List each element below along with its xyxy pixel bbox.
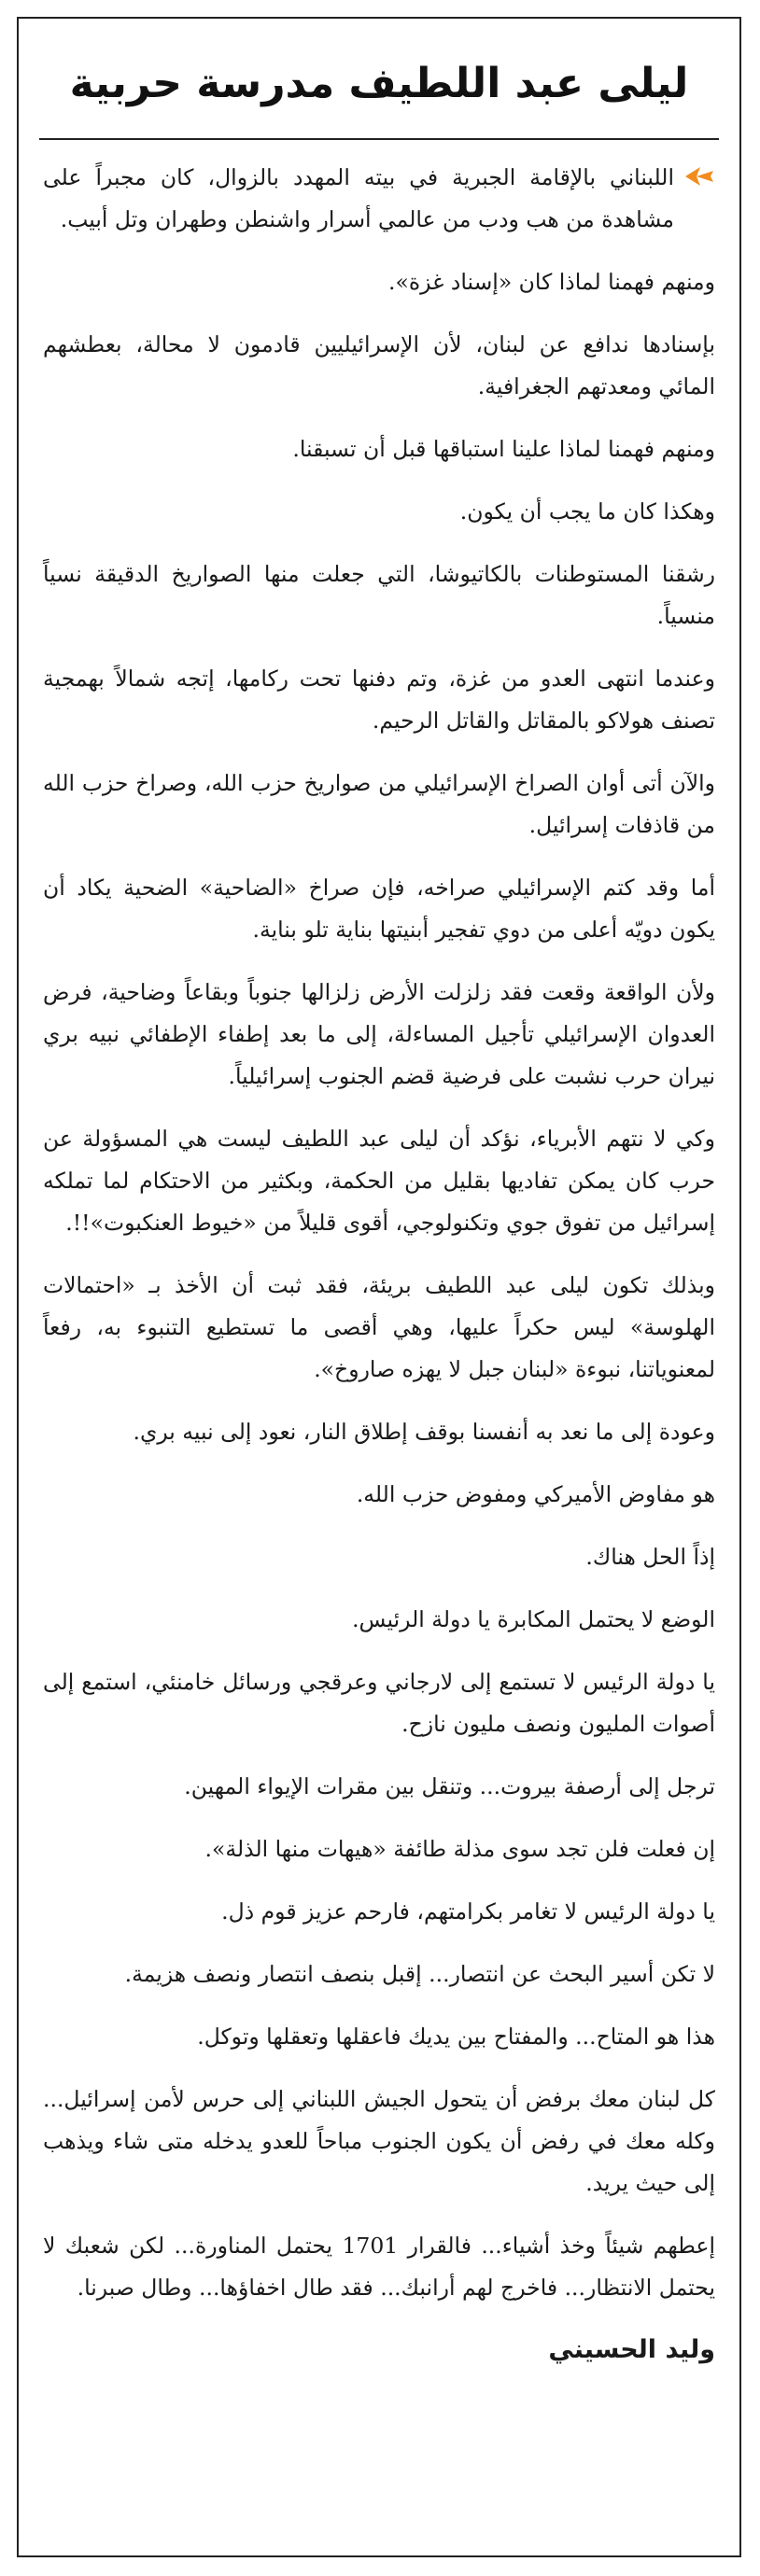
paragraph: ولأن الواقعة وقعت فقد زلزلت الأرض زلزالها جنوباً وبقاعاً وضاحية، فرض العدوان الإسرائيلي تأجيل المساءلة، إلى ما بعد إطفاء الإطفائي نبيه بري نيران حرب نشبت على فرضية قضم الجنوب إسرائيلياً. <box>43 979 715 1089</box>
paragraph: هو مفاوض الأميركي ومفوض حزب الله. <box>356 1481 715 1507</box>
paragraph: لا تكن أسير البحث عن انتصار... إقبل بنصف انتصار ونصف هزيمة. <box>124 1961 715 1987</box>
paragraph: ومنهم فهمنا لماذا كان «إسناد غزة». <box>388 269 715 295</box>
arrow-left-icon <box>683 164 715 189</box>
paragraph: ترجل إلى أرصفة بيروت... وتنقل بين مقرات الإيواء المهين. <box>184 1773 715 1799</box>
paragraph: ومنهم فهمنا لماذا علينا استباقها قبل أن تسبقنا. <box>292 436 715 462</box>
arrow-left-icon-shape <box>685 167 713 186</box>
paragraph: وعندما انتهى العدو من غزة، وتم دفنها تحت ركامها، إتجه شمالاً بهمجية تصنف هولاكو بالمقاتل والقاتل الرحيم. <box>43 665 715 734</box>
paragraph: كل لبنان معك برفض أن يتحول الجيش اللبناني إلى حرس لأمن إسرائيل... وكله معك في رفض أن يكون الجنوب مباحاً للعدو يدخله متى شاء ويذهب إلى حيث يريد. <box>43 2086 715 2196</box>
paragraph-text: اللبناني بالإقامة الجبرية في بيته المهدد بالزوال، كان مجبراً على مشاهدة من هب ودب من عالمي أسرار واشنطن وطهران وتل أبيب. <box>43 164 674 232</box>
article-title: ليلى عبد اللطيف مدرسة حربية <box>69 60 689 107</box>
paragraph: والآن أتى أوان الصراخ الإسرائيلي من صواريخ حزب الله، وصراخ حزب الله من قاذفات إسرائيل. <box>43 770 715 838</box>
paragraph: يا دولة الرئيس لا تستمع إلى لارجاني وعرقجي ورسائل خامنئي، استمع إلى أصوات المليون ونصف مليون نازح. <box>43 1669 715 1737</box>
paragraph: يا دولة الرئيس لا تغامر بكرامتهم، فارحم عزيز قوم ذل. <box>221 1898 715 1925</box>
paragraph: إذاً الحل هناك. <box>585 1544 715 1570</box>
paragraph <box>43 157 715 241</box>
author-signature: وليد الحسيني <box>548 2335 715 2364</box>
article-body <box>43 140 715 2309</box>
paragraph: بإسنادها ندافع عن لبنان، لأن الإسرائيليين قادمون لا محالة، بعطشهم المائي ومعدتهم الجغرافية. <box>43 331 715 399</box>
paragraph: وبذلك تكون ليلى عبد اللطيف بريئة، فقد ثبت أن الأخذ بـ «احتمالات الهلوسة» ليس حكراً عليها، وهي أقصى ما تستطيع التنبوء به، رفعاً لمعنوياتنا، نبوءة «لبنان جبل لا يهزه صاروخ». <box>43 1272 715 1382</box>
paragraph: إعطهم شيئاً وخذ أشياء... فالقرار 1701 يحتمل المناورة... لكن شعبك لا يحتمل الانتظار... فاخرج لهم أرانبك... فقد طال اخفاؤها... وطال صبرنا. <box>43 2233 715 2301</box>
paragraph: وعودة إلى ما نعد به أنفسنا بوقف إطلاق النار، نعود إلى نبيه بري. <box>133 1419 715 1445</box>
paragraph: رشقنا المستوطنات بالكاتيوشا، التي جعلت منها الصواريخ الدقيقة نسياً منسياً. <box>43 561 715 629</box>
article-frame <box>17 17 741 2557</box>
paragraph: الوضع لا يحتمل المكابرة يا دولة الرئيس. <box>352 1606 715 1632</box>
paragraph: إن فعلت فلن تجد سوى مذلة طائفة «هيهات منها الذلة». <box>204 1836 715 1862</box>
paragraph: وهكذا كان ما يجب أن يكون. <box>459 498 715 525</box>
paragraph: أما وقد كتم الإسرائيلي صراخه، فإن صراخ «الضاحية» الضحية يكاد أن يكون دويّه أعلى من دوي تفجير أبنيتها بناية تلو بناية. <box>43 875 715 943</box>
paragraph: وكي لا نتهم الأبرياء، نؤكد أن ليلى عبد اللطيف ليست هي المسؤولة عن حرب كان يمكن تفاديها بقليل من الحكمة، وبكثير من الاحتكام لما تملكه إسرائيل من تفوق جوي وتكنولوجي، أقوى قليلاً من «خيوط العنكبوت»!!. <box>43 1126 715 1236</box>
paragraph: هذا هو المتاح... والمفتاح بين يديك فاعقلها وتعقلها وتوكل. <box>197 2023 715 2050</box>
